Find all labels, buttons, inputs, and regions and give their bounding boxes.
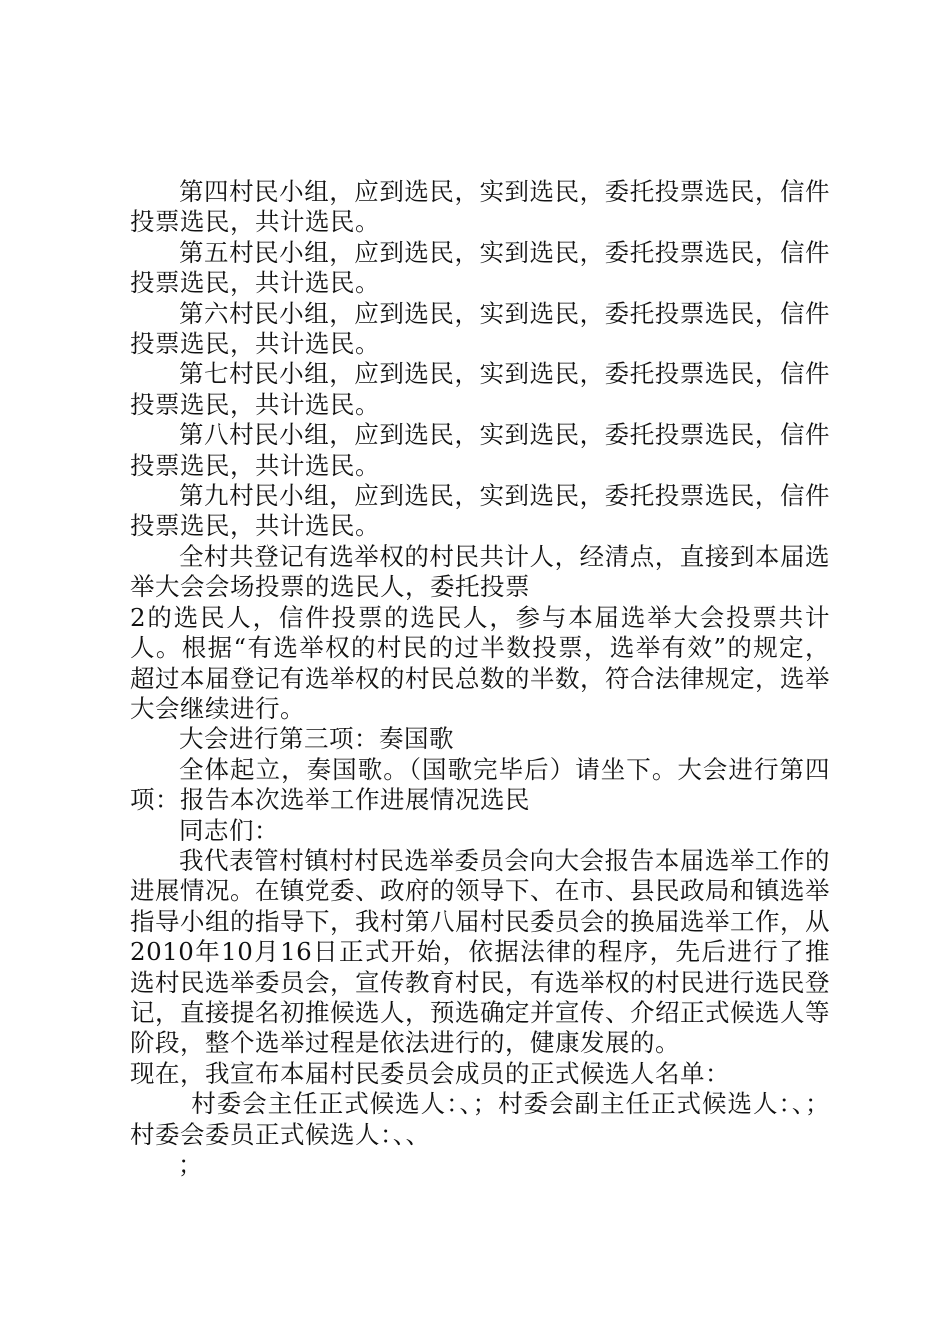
paragraph-candidates: 村委会主任正式候选人：、；村委会副主任正式候选人：、；村委会委员正式候选人：、、 — [130, 1089, 830, 1149]
paragraph-group-5: 第五村民小组，应到选民，实到选民，委托投票选民，信件投票选民，共计选民。 — [130, 237, 830, 298]
paragraph-group-4: 第四村民小组，应到选民，实到选民，委托投票选民，信件投票选民，共计选民。 — [130, 177, 830, 237]
paragraph-item-three: 大会进行第三项：奏国歌 — [179, 724, 454, 754]
paragraph-group-7: 第七村民小组，应到选民，实到选民，委托投票选民，信件投票选民，共计选民。 — [130, 359, 830, 419]
paragraph-report: 我代表管村镇村村民选举委员会向大会报告本届选举工作的进展情况。在镇党委、政府的领导下、在市、县民政局和镇选举指导小组的指导下，我村第八届村民委员会的换届选举工作，从2010年10月16日正式开始，依据法律的程序，先后进行了推选村民选举委员会，宣传教育村民，有选举权的村民进行选民登记，直接提名初推候选人，预选确定并宣传、介绍正式候选人等阶段，整个选举过程是依法进行的，健康发展的。 — [130, 845, 830, 1058]
paragraph-vote-count: 2的选民人，信件投票的选民人，参与本届选举大会投票共计人。根据“有选举权的村民的过半数投票，选举有效”的规定，超过本届登记有选举权的村民总数的半数，符合法律规定，选举大会继续进行。 — [130, 602, 830, 723]
paragraph-salutation: 同志们： — [179, 815, 279, 845]
paragraph-anthem: 全体起立，奏国歌。（国歌完毕后）请坐下。大会进行第四项：报告本次选举工作进展情况选民 — [130, 754, 830, 815]
paragraph-group-6: 第六村民小组，应到选民，实到选民，委托投票选民，信件投票选民，共计选民。 — [130, 298, 830, 359]
document-body — [130, 177, 830, 1180]
paragraph-village-total: 全村共登记有选举权的村民共计人，经清点，直接到本届选举大会会场投票的选民人，委托投票 — [130, 541, 830, 602]
paragraph-trailing-semicolon: ； — [178, 1150, 203, 1179]
paragraph-announce: 现在，我宣布本届村民委员会成员的正式候选人名单： — [130, 1058, 730, 1088]
paragraph-group-8: 第八村民小组，应到选民，实到选民，委托投票选民，信件投票选民，共计选民。 — [130, 420, 830, 480]
paragraph-group-9: 第九村民小组，应到选民，实到选民，委托投票选民，信件投票选民，共计选民。 — [130, 481, 830, 541]
